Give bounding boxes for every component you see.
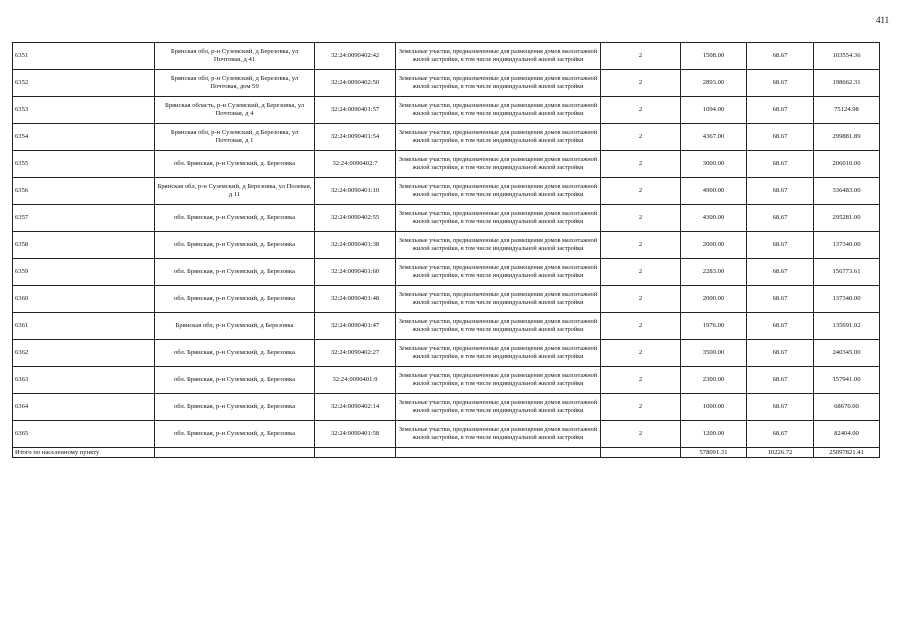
land-use-cell: Земельные участки, предназначенные для размещения домов малоэтажной жилой застройки, в том числе индивидуальной жилой застройки	[396, 43, 601, 70]
total-area: 578091.31	[681, 448, 747, 458]
group-cell: 2	[601, 367, 681, 394]
cadastral-value-cell: 299881.89	[814, 124, 880, 151]
area-cell: 1000.00	[681, 394, 747, 421]
cadastral-number-cell: 32:24:0090401:10	[315, 178, 396, 205]
land-use-cell: Земельные участки, предназначенные для размещения домов малоэтажной жилой застройки, в том числе индивидуальной жилой застройки	[396, 124, 601, 151]
group-cell: 2	[601, 286, 681, 313]
unit-value-cell: 68.67	[747, 43, 814, 70]
table-row	[13, 151, 880, 178]
unit-value-cell: 68.67	[747, 205, 814, 232]
address-cell: Брянская обл, р-н Суземский, д Березовка	[155, 313, 315, 340]
address-cell: Брянская область, р-н Суземский, д Березовка, ул Почтовая, д 4	[155, 97, 315, 124]
group-cell: 2	[601, 340, 681, 367]
address-cell: обл. Брянская, р-н Суземский, д. Березовка	[155, 340, 315, 367]
address-cell: обл. Брянская, р-н Суземский, д. Березовка	[155, 421, 315, 448]
cadastral-number-cell: 32:24:0090401:57	[315, 97, 396, 124]
table-body	[13, 43, 880, 458]
address-cell: обл. Брянская, р-н Суземский, д. Березовка	[155, 205, 315, 232]
table-row	[13, 367, 880, 394]
cadastral-number-cell: 32:24:0090402:50	[315, 70, 396, 97]
row-number: 6362	[13, 340, 155, 367]
land-use-cell: Земельные участки, предназначенные для размещения домов малоэтажной жилой застройки, в том числе индивидуальной жилой застройки	[396, 286, 601, 313]
area-cell: 2300.00	[681, 367, 747, 394]
row-number: 6353	[13, 97, 155, 124]
cadastral-value-cell: 135691.92	[814, 313, 880, 340]
row-number: 6365	[13, 421, 155, 448]
table-row	[13, 178, 880, 205]
land-use-cell: Земельные участки, предназначенные для размещения домов малоэтажной жилой застройки, в том числе индивидуальной жилой застройки	[396, 151, 601, 178]
row-number: 6358	[13, 232, 155, 259]
cadastral-value-cell: 82404.00	[814, 421, 880, 448]
table-row	[13, 43, 880, 70]
cadastral-value-cell: 198662.31	[814, 70, 880, 97]
unit-value-cell: 68.67	[747, 178, 814, 205]
area-cell: 4300.00	[681, 205, 747, 232]
total-label: Итого по населенному пункту	[13, 448, 155, 458]
area-cell: 1976.00	[681, 313, 747, 340]
table-row	[13, 97, 880, 124]
land-use-cell: Земельные участки, предназначенные для размещения домов малоэтажной жилой застройки, в том числе индивидуальной жилой застройки	[396, 259, 601, 286]
address-cell: Брянская обл, р-н Суземский, д Березовка, ул Почтовая, д 1	[155, 124, 315, 151]
table-row	[13, 232, 880, 259]
address-cell: Брянская обл, р-н Суземский, д Березовка, ул Полевая, д 11	[155, 178, 315, 205]
area-cell: 1508.00	[681, 43, 747, 70]
total-value: 25097821.41	[814, 448, 880, 458]
unit-value-cell: 68.67	[747, 259, 814, 286]
cadastral-number-cell: 32:24:0090401:9	[315, 367, 396, 394]
cadastral-value-table	[12, 42, 880, 458]
land-use-cell: Земельные участки, предназначенные для размещения домов малоэтажной жилой застройки, в том числе индивидуальной жилой застройки	[396, 205, 601, 232]
cadastral-number-cell: 32:24:0090402:55	[315, 205, 396, 232]
cadastral-value-cell: 156773.61	[814, 259, 880, 286]
total-empty-cell	[601, 448, 681, 458]
table-row	[13, 394, 880, 421]
group-cell: 2	[601, 205, 681, 232]
cadastral-number-cell: 32:24:0090401:48	[315, 286, 396, 313]
land-use-cell: Земельные участки, предназначенные для размещения домов малоэтажной жилой застройки, в том числе индивидуальной жилой застройки	[396, 178, 601, 205]
group-cell: 2	[601, 151, 681, 178]
land-use-cell: Земельные участки, предназначенные для размещения домов малоэтажной жилой застройки, в том числе индивидуальной жилой застройки	[396, 232, 601, 259]
cadastral-number-cell: 32:24:0090402:27	[315, 340, 396, 367]
address-cell: Брянская обл, р-н Суземский, д Березовка, ул Почтовая, дом 59	[155, 70, 315, 97]
unit-value-cell: 68.67	[747, 394, 814, 421]
area-cell: 3000.00	[681, 151, 747, 178]
page-number: 411	[876, 15, 890, 25]
cadastral-number-cell: 32:24:0090402:7	[315, 151, 396, 178]
cadastral-value-cell: 295281.00	[814, 205, 880, 232]
area-cell: 2000.00	[681, 286, 747, 313]
land-use-cell: Земельные участки, предназначенные для размещения домов малоэтажной жилой застройки, в том числе индивидуальной жилой застройки	[396, 313, 601, 340]
cadastral-value-cell: 137340.00	[814, 286, 880, 313]
row-number: 6363	[13, 367, 155, 394]
address-cell: Брянская обл, р-н Суземский, д Березовка, ул Почтовая, д 41	[155, 43, 315, 70]
cadastral-number-cell: 32:24:0090401:58	[315, 421, 396, 448]
area-cell: 2893.00	[681, 70, 747, 97]
group-cell: 2	[601, 232, 681, 259]
table-row	[13, 70, 880, 97]
area-cell: 1094.00	[681, 97, 747, 124]
cadastral-value-cell: 336483.00	[814, 178, 880, 205]
cadastral-number-cell: 32:24:0090401:60	[315, 259, 396, 286]
cadastral-number-cell: 32:24:0090402:42	[315, 43, 396, 70]
total-row	[13, 448, 880, 458]
table-row	[13, 421, 880, 448]
row-number: 6356	[13, 178, 155, 205]
group-cell: 2	[601, 43, 681, 70]
area-cell: 2000.00	[681, 232, 747, 259]
table-row	[13, 313, 880, 340]
cadastral-value-cell: 137340.00	[814, 232, 880, 259]
area-cell: 2283.00	[681, 259, 747, 286]
row-number: 6354	[13, 124, 155, 151]
cadastral-number-cell: 32:24:0090401:47	[315, 313, 396, 340]
land-use-cell: Земельные участки, предназначенные для размещения домов малоэтажной жилой застройки, в том числе индивидуальной жилой застройки	[396, 70, 601, 97]
address-cell: обл. Брянская, р-н Суземский, д. Березовка	[155, 394, 315, 421]
cadastral-value-cell: 103554.36	[814, 43, 880, 70]
land-use-cell: Земельные участки, предназначенные для размещения домов малоэтажной жилой застройки, в том числе индивидуальной жилой застройки	[396, 367, 601, 394]
group-cell: 2	[601, 259, 681, 286]
unit-value-cell: 68.67	[747, 124, 814, 151]
address-cell: обл. Брянская, р-н Суземский, д. Березовка	[155, 232, 315, 259]
land-use-cell: Земельные участки, предназначенные для размещения домов малоэтажной жилой застройки, в том числе индивидуальной жилой застройки	[396, 340, 601, 367]
group-cell: 2	[601, 313, 681, 340]
cadastral-value-cell: 75124.98	[814, 97, 880, 124]
total-empty-cell	[396, 448, 601, 458]
cadastral-number-cell: 32:24:0090402:14	[315, 394, 396, 421]
cadastral-number-cell: 32:24:0090401:38	[315, 232, 396, 259]
group-cell: 2	[601, 124, 681, 151]
group-cell: 2	[601, 97, 681, 124]
row-number: 6364	[13, 394, 155, 421]
table-row	[13, 259, 880, 286]
row-number: 6361	[13, 313, 155, 340]
unit-value-cell: 68.67	[747, 97, 814, 124]
total-empty-cell	[155, 448, 315, 458]
unit-value-cell: 68.67	[747, 367, 814, 394]
cadastral-number-cell: 32:24:0090401:54	[315, 124, 396, 151]
cadastral-value-cell: 240345.00	[814, 340, 880, 367]
unit-value-cell: 68.67	[747, 70, 814, 97]
address-cell: обл. Брянская, р-н Суземский, д. Березовка	[155, 286, 315, 313]
table-row	[13, 340, 880, 367]
unit-value-cell: 68.67	[747, 151, 814, 178]
address-cell: обл. Брянская, р-н Суземский, д. Березовка	[155, 259, 315, 286]
total-empty-cell	[315, 448, 396, 458]
table-row	[13, 205, 880, 232]
row-number: 6352	[13, 70, 155, 97]
group-cell: 2	[601, 178, 681, 205]
area-cell: 1200.00	[681, 421, 747, 448]
total-price: 10226.72	[747, 448, 814, 458]
area-cell: 4367.00	[681, 124, 747, 151]
unit-value-cell: 68.67	[747, 286, 814, 313]
unit-value-cell: 68.67	[747, 313, 814, 340]
row-number: 6359	[13, 259, 155, 286]
group-cell: 2	[601, 70, 681, 97]
unit-value-cell: 68.67	[747, 421, 814, 448]
land-use-cell: Земельные участки, предназначенные для размещения домов малоэтажной жилой застройки, в том числе индивидуальной жилой застройки	[396, 394, 601, 421]
area-cell: 4900.00	[681, 178, 747, 205]
land-use-cell: Земельные участки, предназначенные для размещения домов малоэтажной жилой застройки, в том числе индивидуальной жилой застройки	[396, 97, 601, 124]
table-row	[13, 124, 880, 151]
unit-value-cell: 68.67	[747, 340, 814, 367]
unit-value-cell: 68.67	[747, 232, 814, 259]
row-number: 6351	[13, 43, 155, 70]
group-cell: 2	[601, 421, 681, 448]
address-cell: обл. Брянская, р-н Суземский, д. Березовка	[155, 367, 315, 394]
address-cell: обл. Брянская, р-н Суземский, д. Березовка	[155, 151, 315, 178]
area-cell: 3500.00	[681, 340, 747, 367]
cadastral-value-cell: 157941.00	[814, 367, 880, 394]
row-number: 6355	[13, 151, 155, 178]
row-number: 6360	[13, 286, 155, 313]
cadastral-value-cell: 68670.00	[814, 394, 880, 421]
cadastral-value-cell: 206010.00	[814, 151, 880, 178]
land-use-cell: Земельные участки, предназначенные для размещения домов малоэтажной жилой застройки, в том числе индивидуальной жилой застройки	[396, 421, 601, 448]
table-row	[13, 286, 880, 313]
group-cell: 2	[601, 394, 681, 421]
row-number: 6357	[13, 205, 155, 232]
